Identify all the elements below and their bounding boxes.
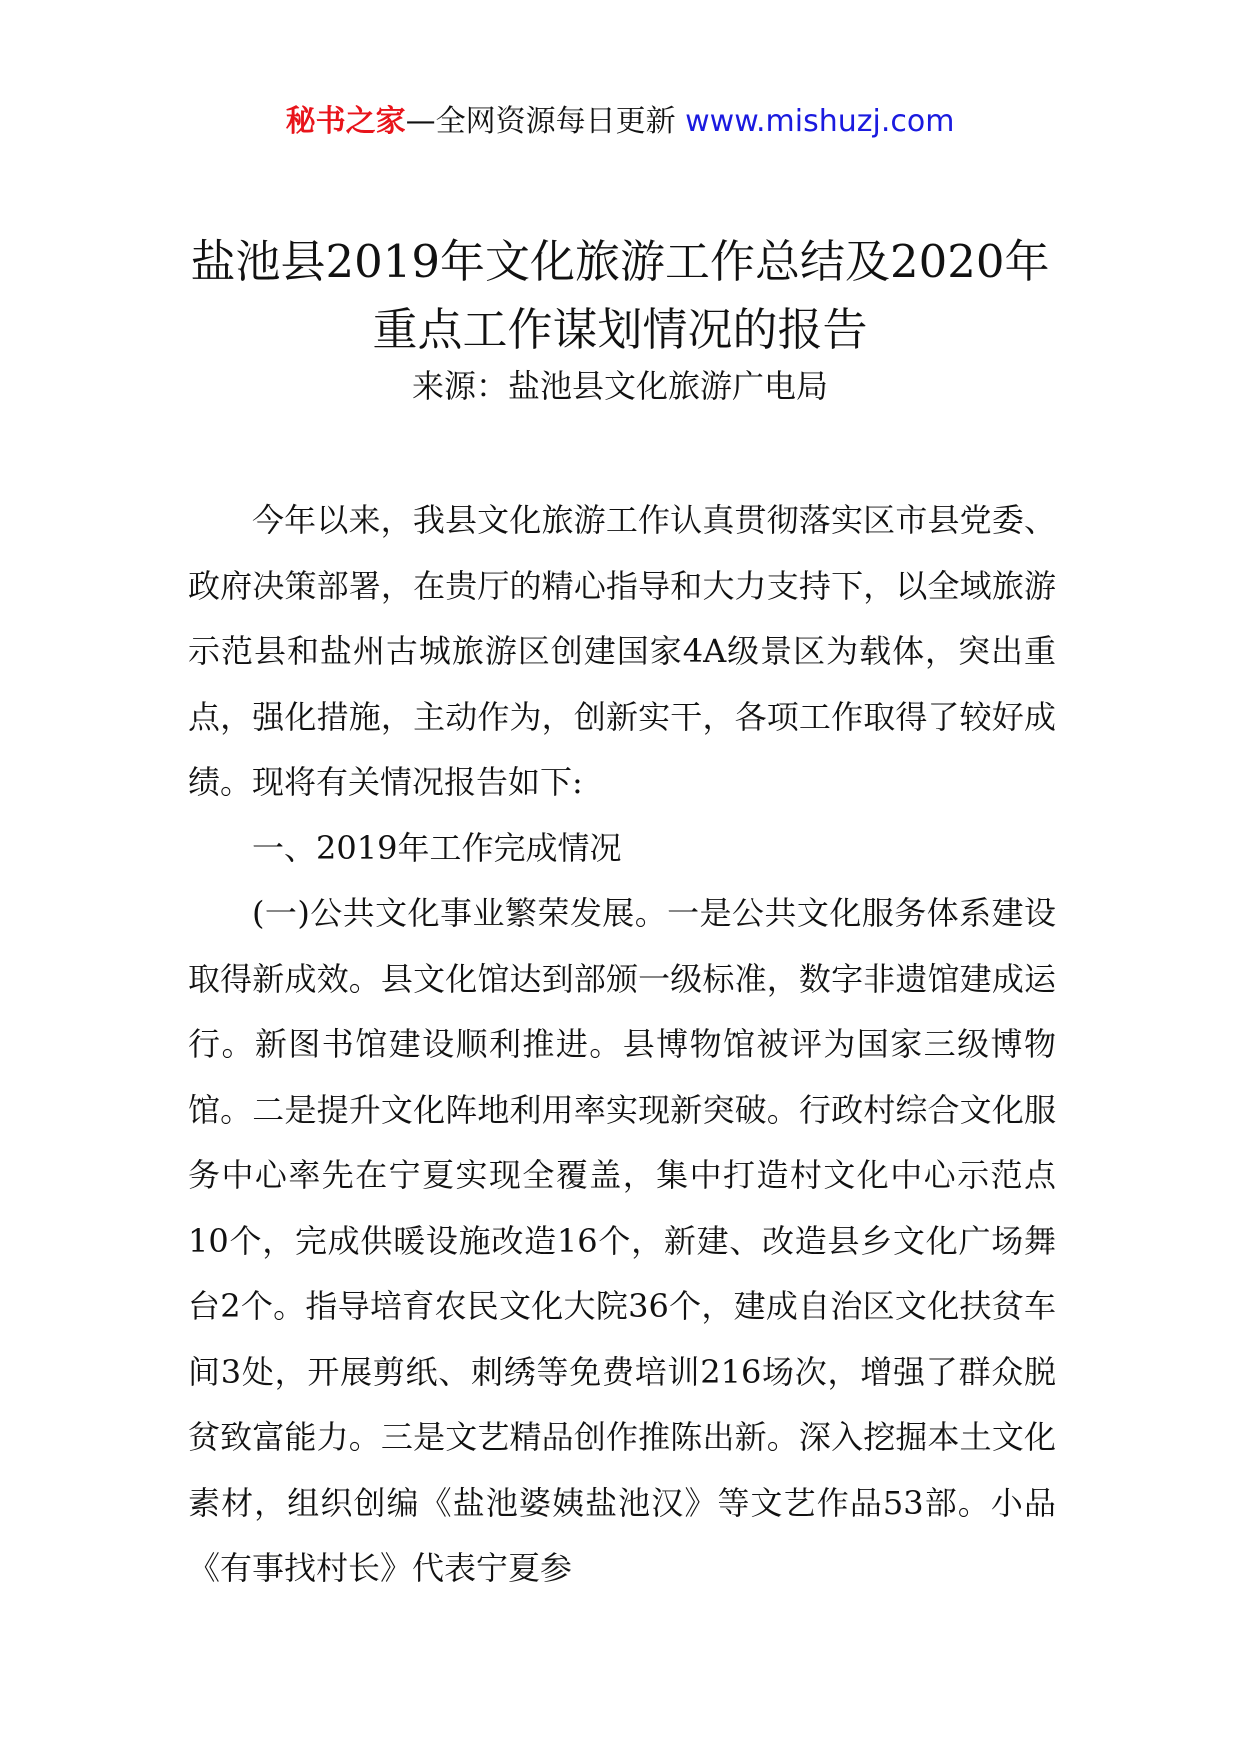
site-banner [0, 100, 1240, 144]
document-title: 盐池县2019年文化旅游工作总结及2020年重点工作谋划情况的报告 [190, 235, 1050, 356]
section-heading-2019: 一、2019年工作完成情况 [252, 828, 622, 867]
site-url-link[interactable]: www.mishuzj.com [685, 104, 955, 139]
paragraph-public-culture: (一)公共文化事业繁荣发展。一是公共文化服务体系建设取得新成效。县文化馆达到部颁一级标准，数字非遗馆建成运行。新图书馆建设顺利推进。县博物馆被评为国家三级博物馆。二是提升文化阵地利用率实现新突破。行政村综合文化服务中心率先在宁夏实现全覆盖，集中打造村文化中心示范点10个，完成供暖设施改造16个，新建、改造县乡文化广场舞台2个。指导培育农民文化大院36个，建成自治区文化扶贫车间3处，开展剪纸、刺绣等免费培训216场次，增强了群众脱贫致富能力。三是文艺精品创作推陈出新。深入挖掘本土文化素材，组织创编《盐池婆姨盐池汉》等文艺作品53部。小品《有事找村长》代表宁夏参 [188, 894, 1056, 1587]
brand-slogan: —全网资源每日更新 [405, 104, 686, 139]
paragraph-intro: 今年以来，我县文化旅游工作认真贯彻落实区市县党委、政府决策部署，在贵厅的精心指导和大力支持下，以全域旅游示范县和盐州古城旅游区创建国家4A级景区为载体，突出重点，强化措施，主动作为，创新实干，各项工作取得了较好成绩。现将有关情况报告如下: [188, 501, 1056, 801]
document-body [188, 488, 1056, 1602]
brand-name: 秘书之家 [285, 104, 406, 139]
document-source: 来源：盐池县文化旅游广电局 [411, 367, 828, 405]
